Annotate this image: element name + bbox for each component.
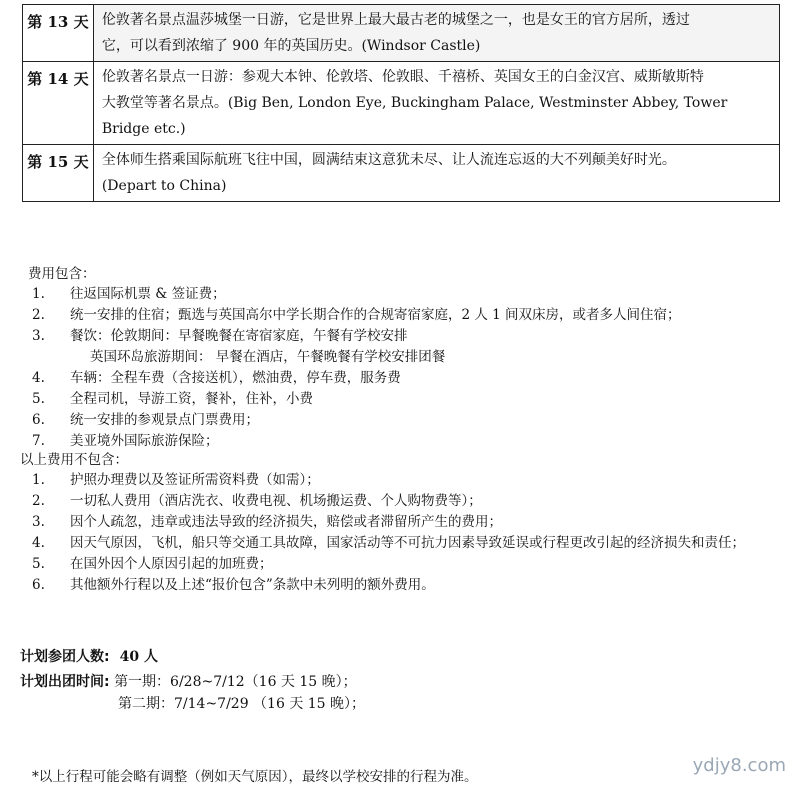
group-size xyxy=(20,645,158,669)
list-item xyxy=(32,512,790,533)
list-text: 一切私人费用（酒店洗衣、收费电视、机场搬运费、个人购物费等）； xyxy=(70,493,482,509)
list-item xyxy=(32,410,681,431)
list-number: 4. xyxy=(32,370,45,386)
itinerary-line: (Depart to China) xyxy=(101,178,227,194)
list-item xyxy=(32,389,681,410)
list-number: 2. xyxy=(32,307,45,323)
list-text: 车辆：全程车费（含接送机），燃油费，停车费，服务费 xyxy=(70,370,401,386)
itinerary-line: 伦敦著名景点一日游：参观大本钟、伦敦塔、伦敦眼、千禧桥、英国女王的白金汉宫、威斯敏斯特 xyxy=(101,69,704,85)
list-text: 餐饮：伦敦期间：早餐晚餐在寄宿家庭，午餐有学校安排 xyxy=(70,328,408,344)
excluded-title: 以上费用不包含： xyxy=(20,452,128,468)
list-item xyxy=(32,368,681,389)
list-text: 因个人疏忽，违章或违法导致的经济损失，赔偿或者滞留所产生的费用； xyxy=(70,514,502,530)
list-number: 6. xyxy=(32,412,45,428)
list-item xyxy=(32,491,790,512)
itinerary-description xyxy=(93,62,779,145)
itinerary-line: 全体师生搭乘国际航班飞往中国，圆满结束这意犹未尽、让人流连忘返的大不列颠美好时光。 xyxy=(101,152,676,168)
list-item xyxy=(32,284,681,305)
list-number: 5. xyxy=(32,391,45,407)
list-item xyxy=(32,554,790,575)
itinerary-row xyxy=(23,5,780,62)
list-text: 因天气原因，飞机，船只等交通工具故障，国家活动等不可抗力因素导致延误或行程更改引起的经济损失和责任； xyxy=(70,535,745,551)
itinerary-day: 第 13 天 xyxy=(23,5,94,62)
departure-period-2: 第二期：7/14~7/29 （16 天 15 晚）； xyxy=(118,696,366,712)
departure-dates xyxy=(20,670,357,694)
itinerary-line: 伦敦著名景点温莎城堡一日游，它是世界上最大最古老的城堡之一，也是女王的官方居所，透过 xyxy=(101,12,690,28)
itinerary-line: 它，可以看到浓缩了 900 年的英国历史。(Windsor Castle) xyxy=(101,38,481,54)
included-list xyxy=(32,284,681,452)
itinerary-day: 第 14 天 xyxy=(23,62,94,145)
group-size-value: 40 人 xyxy=(119,649,158,665)
list-text: 护照办理费以及签证所需资料费（如需）； xyxy=(70,472,320,488)
list-number: 1. xyxy=(32,472,45,488)
list-item xyxy=(32,326,681,368)
list-number: 4. xyxy=(32,535,45,551)
list-item xyxy=(32,305,681,326)
itinerary-line: 大教堂等著名景点。(Big Ben, London Eye, Buckingham Palace, Westminster Abbey, Tower Bridge etc.) xyxy=(101,95,728,137)
list-number: 2. xyxy=(32,493,45,509)
list-number: 6. xyxy=(32,577,45,593)
group-size-label: 计划参团人数: xyxy=(20,649,110,665)
list-text: 统一安排的住宿；甄选与英国高尔中学长期合作的合规寄宿家庭，2 人 1 间双床房，或者多人间住宿； xyxy=(70,307,681,323)
list-text: 其他额外行程以及上述“报价包含”条款中未列明的额外费用。 xyxy=(70,577,435,593)
itinerary-description xyxy=(93,5,779,62)
list-number: 7. xyxy=(32,433,45,449)
departure-period-1: 第一期：6/28~7/12（16 天 15 晚）； xyxy=(114,674,357,690)
list-text: 在国外因个人原因引起的加班费； xyxy=(70,556,273,572)
list-subtext: 英国环岛旅游期间： 早餐在酒店，午餐晚餐有学校安排团餐 xyxy=(90,349,446,365)
itinerary-day: 第 15 天 xyxy=(23,145,94,202)
itinerary-description xyxy=(93,145,779,202)
departure-dates-second xyxy=(20,692,365,716)
itinerary-table xyxy=(22,4,780,202)
list-text: 美亚境外国际旅游保险； xyxy=(70,433,219,449)
list-number: 3. xyxy=(32,328,45,344)
watermark: ydjy8.com xyxy=(692,755,786,776)
departure-dates-label: 计划出团时间: xyxy=(20,674,110,690)
list-item xyxy=(32,575,790,596)
list-item xyxy=(32,533,790,554)
list-number: 3. xyxy=(32,514,45,530)
list-number: 1. xyxy=(32,286,45,302)
itinerary-row xyxy=(23,62,780,145)
list-text: 往返国际机票 & 签证费； xyxy=(70,286,226,302)
list-text: 统一安排的参观景点门票费用； xyxy=(70,412,259,428)
list-item xyxy=(32,431,681,452)
included-title: 费用包含： xyxy=(28,266,96,282)
list-item xyxy=(32,470,790,491)
footnote: *以上行程可能会略有调整（例如天气原因），最终以学校安排的行程为准。 xyxy=(32,769,478,785)
list-text: 全程司机，导游工资，餐补，住补，小费 xyxy=(70,391,313,407)
itinerary-row xyxy=(23,145,780,202)
list-number: 5. xyxy=(32,556,45,572)
excluded-list xyxy=(32,470,790,596)
